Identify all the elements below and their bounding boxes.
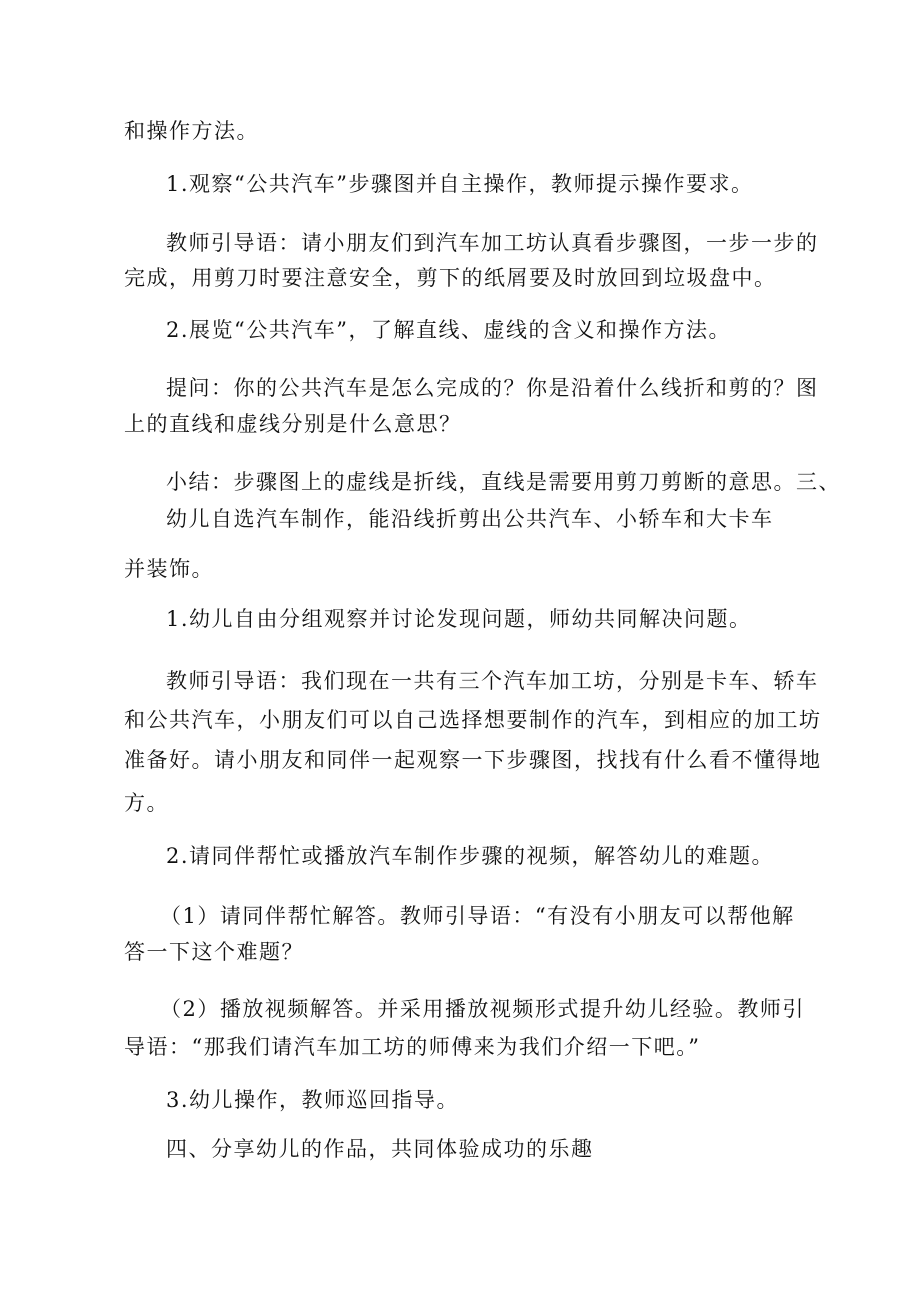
text-line: 3.幼儿操作，教师巡回指导。 bbox=[166, 1088, 460, 1112]
text-line: 四、分享幼儿的作品，共同体验成功的乐趣 bbox=[166, 1137, 594, 1161]
text-line: 教师引导语：请小朋友们到汽车加工坊认真看步骤图，一步一步的 bbox=[166, 231, 819, 255]
text-line: 2.请同伴帮忙或播放汽车制作步骤的视频，解答幼儿的难题。 bbox=[166, 844, 775, 868]
text-line: 答一下这个难题？ bbox=[124, 940, 304, 964]
text-line: 1.幼儿自由分组观察并讨论发现问题，师幼共同解决问题。 bbox=[166, 607, 752, 631]
text-line: 提问：你的公共汽车是怎么完成的？你是沿着什么线折和剪的？图 bbox=[166, 376, 819, 400]
text-line: 导语：“那我们请汽车加工坊的师傅来为我们介绍一下吧。” bbox=[124, 1035, 701, 1059]
text-line: 2.展览“公共汽车”，了解直线、虚线的含义和操作方法。 bbox=[166, 318, 732, 342]
text-line: 幼儿自选汽车制作，能沿线折剪出公共汽车、小轿车和大卡车 bbox=[166, 507, 774, 531]
text-line: 教师引导语：我们现在一共有三个汽车加工坊，分别是卡车、轿车 bbox=[166, 669, 819, 693]
text-line: 小结：步骤图上的虚线是折线，直线是需要用剪刀剪断的意思。三、 bbox=[166, 470, 841, 494]
text-line: 和操作方法。 bbox=[124, 119, 259, 143]
text-line: 准备好。请小朋友和同伴一起观察一下步骤图，找找有什么看不懂得地 bbox=[124, 748, 822, 772]
text-line: 完成，用剪刀时要注意安全，剪下的纸屑要及时放回到垃圾盘中。 bbox=[124, 266, 777, 290]
text-line: （2）播放视频解答。并采用播放视频形式提升幼儿经验。教师引 bbox=[160, 997, 805, 1021]
text-line: 1.观察“公共汽车”步骤图并自主操作，教师提示操作要求。 bbox=[166, 172, 754, 196]
text-line: 并装饰。 bbox=[124, 557, 214, 581]
text-line: 方。 bbox=[124, 791, 169, 815]
text-line: （1）请同伴帮忙解答。教师引导语：“有没有小朋友可以帮他解 bbox=[160, 904, 795, 928]
text-line: 上的直线和虚线分别是什么意思？ bbox=[124, 412, 462, 436]
text-line: 和公共汽车，小朋友们可以自己选择想要制作的汽车，到相应的加工坊 bbox=[124, 708, 822, 732]
